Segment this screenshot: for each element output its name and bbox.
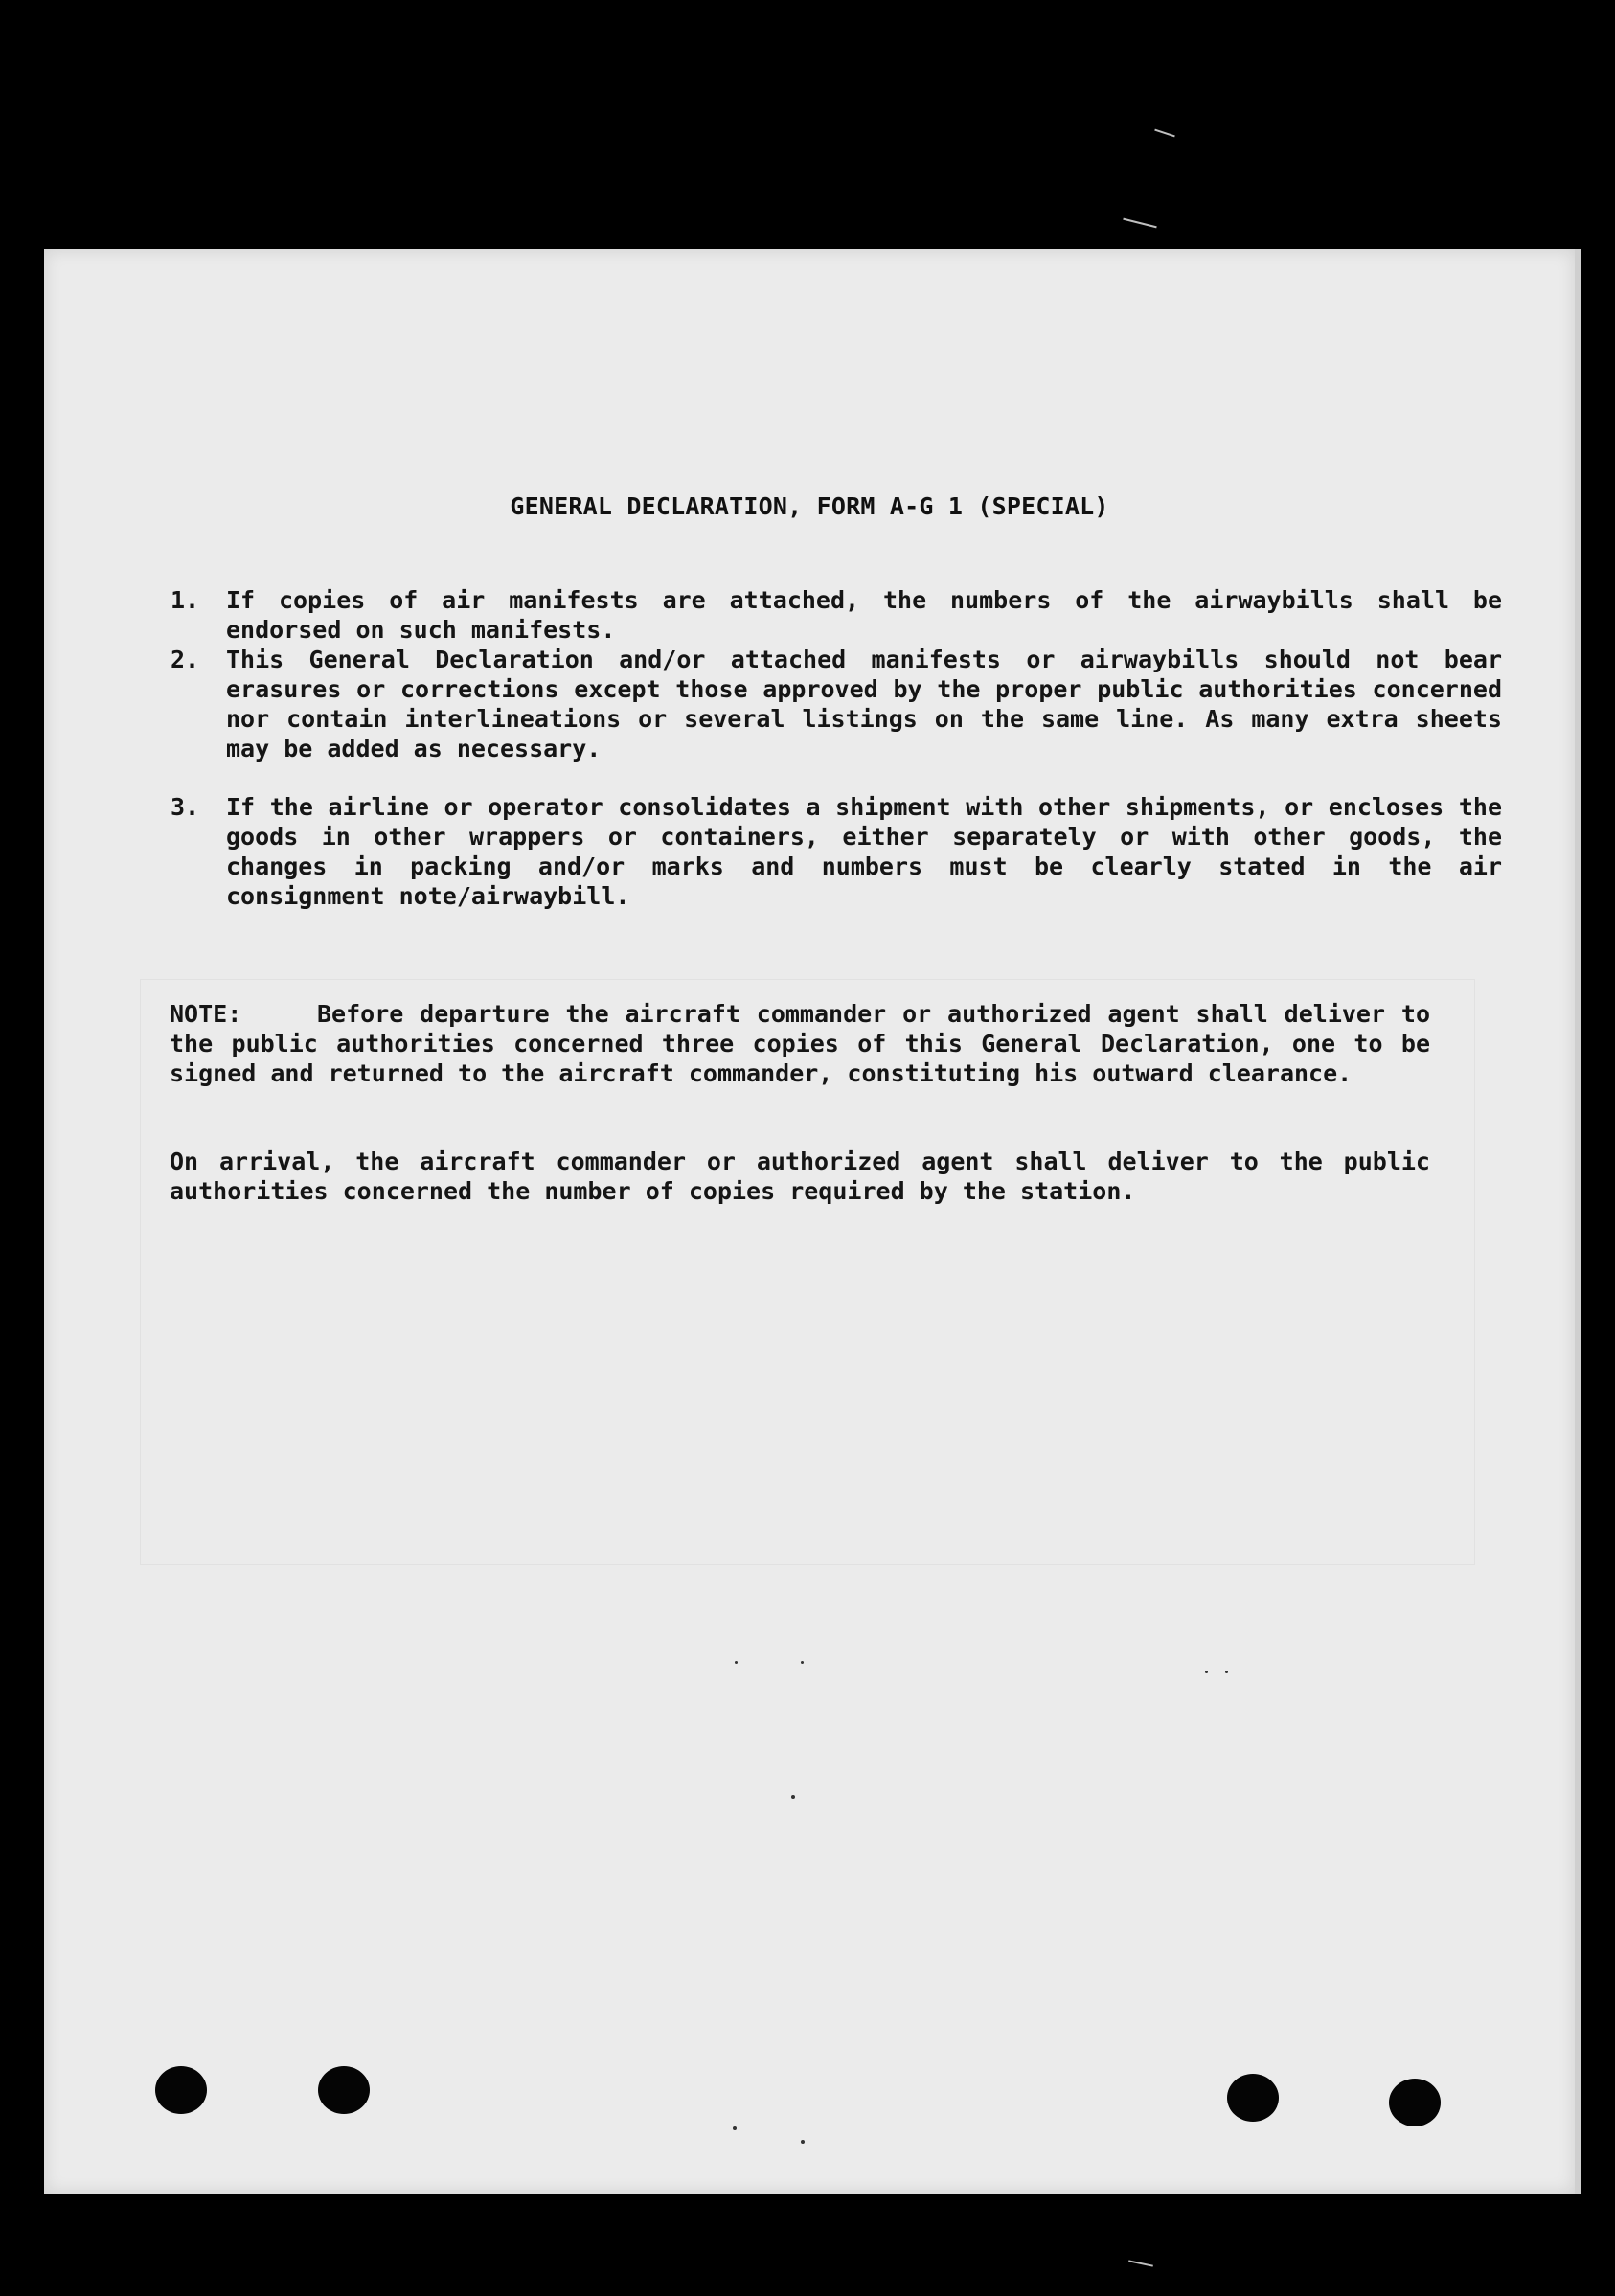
punch-hole bbox=[318, 2066, 370, 2114]
punch-hole bbox=[1389, 2079, 1441, 2126]
speck bbox=[1225, 1671, 1228, 1673]
punch-hole bbox=[1227, 2074, 1279, 2122]
item-text: If copies of air manifests are attached, the numbers of the airwaybills shall be endorsed on such manifests. bbox=[226, 586, 1502, 644]
page-title: GENERAL DECLARATION, FORM A-G 1 (SPECIAL) bbox=[510, 492, 1109, 520]
item-text: This General Declaration and/or attached manifests or airwaybills should not bear erasures or corrections except those approved by the proper public authorities concerned nor contain interlineations or several listings on the same line. As many extra sheets may be added as necessary. bbox=[226, 646, 1502, 762]
punch-hole bbox=[155, 2066, 207, 2114]
speck bbox=[733, 2126, 737, 2130]
item-number: 1. bbox=[171, 586, 200, 614]
item-number: 3. bbox=[171, 793, 200, 821]
note-text: Before departure the aircraft commander or authorized agent shall deliver to the public authorities concerned three copies of this General Declaration, one to be signed and returned to the aircraft commander, constituting his outward clearance. bbox=[170, 1000, 1430, 1087]
arrival-text: On arrival, the aircraft commander or authorized agent shall deliver to the public authorities concerned the number of copies required by the station. bbox=[170, 1148, 1430, 1205]
speck bbox=[1205, 1671, 1208, 1673]
speck bbox=[735, 1661, 738, 1664]
item-number: 2. bbox=[171, 646, 200, 673]
item-text: If the airline or operator consolidates a shipment with other shipments, or encloses the goods in other wrappers or containers, either separately or with other goods, the changes in packing and/or marks and numbers must be clearly stated in the air consignment note/airwaybill. bbox=[226, 793, 1502, 910]
document-page bbox=[44, 249, 1575, 2194]
speck bbox=[801, 1661, 804, 1664]
arrival-paragraph bbox=[170, 1147, 1430, 1206]
page-edge bbox=[1575, 249, 1581, 2194]
scan-mark bbox=[1123, 218, 1156, 229]
scan-mark bbox=[1128, 2260, 1153, 2266]
speck bbox=[801, 2140, 805, 2144]
scan-mark bbox=[1154, 129, 1175, 138]
note-label: NOTE: bbox=[170, 1000, 242, 1028]
speck bbox=[791, 1795, 795, 1799]
note-paragraph bbox=[170, 999, 1430, 1088]
